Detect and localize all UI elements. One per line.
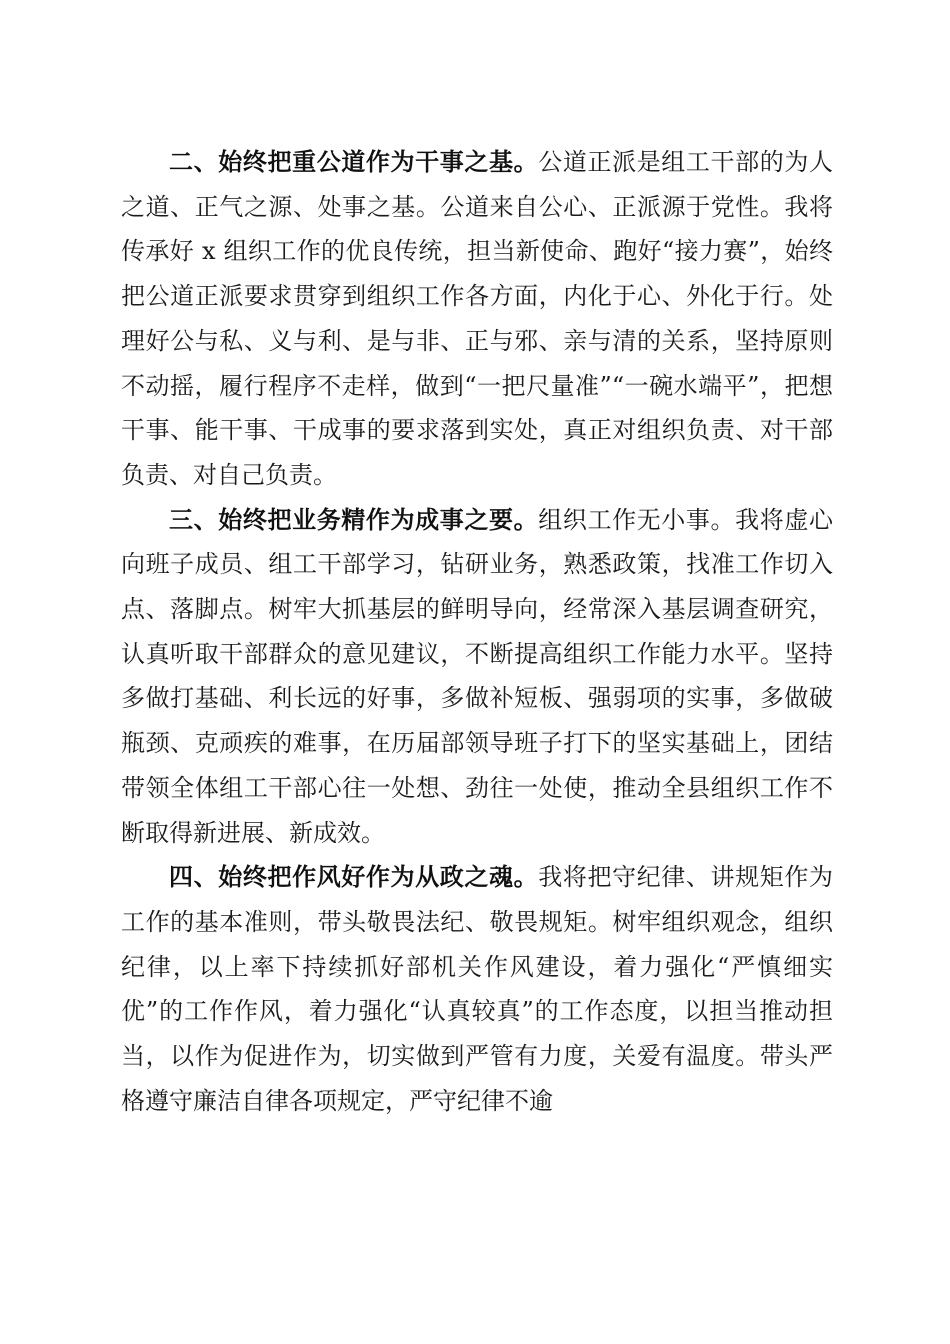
section-heading: 四、始终把作风好作为从政之魂。 (169, 863, 539, 892)
paragraph-section-3 (121, 498, 833, 856)
paragraph-section-2 (121, 140, 833, 498)
section-heading: 二、始终把重公道作为干事之基。 (169, 148, 539, 176)
section-body-text: 我将把守纪律、讲规矩作为工作的基本准则，带头敬畏法纪、敬畏规矩。树牢组织观念，组织纪律，以上率下持续抓好部机关作风建设，着力强化“严慎细实优”的工作作风，着力强化“认真较真”的工作态度，以担当推动担当，以作为促进作为，切实做到严管有力度，关爱有温度。带头严格遵守廉洁自律各项规定，严守纪律不逾 (121, 863, 834, 1115)
document-body (121, 140, 833, 1123)
section-body-text: 公道正派是组工干部的为人之道、正气之源、处事之基。公道来自公心、正派源于党性。我将传承好 x 组织工作的优良传统，担当新使命、跑好“接力赛”，始终把公道正派要求贯穿到组织工作各方面，内化于心、外化于行。处理好公与私、义与利、是与非、正与邪、亲与清的关系，坚持原则不动摇，履行程序不走样，做到“一把尺量准”“一碗水端平”，把想干事、能干事、干成事的要求落到实处，真正对组织负责、对干部负责、对自己负责。 (121, 148, 834, 489)
section-heading: 三、始终把业务精作为成事之要。 (169, 505, 539, 534)
section-body-text: 组织工作无小事。我将虚心向班子成员、组工干部学习，钻研业务，熟悉政策，找准工作切入点、落脚点。树牢大抓基层的鲜明导向，经常深入基层调查研究，认真听取干部群众的意见建议，不断提高组织工作能力水平。坚持多做打基础、利长远的好事，多做补短板、强弱项的实事，多做破瓶颈、克顽疾的难事，在历届部领导班子打下的坚实基础上，团结带领全体组工干部心往一处想、劲往一处使，推动全县组织工作不断取得新进展、新成效。 (121, 505, 834, 847)
paragraph-section-4 (121, 855, 833, 1123)
